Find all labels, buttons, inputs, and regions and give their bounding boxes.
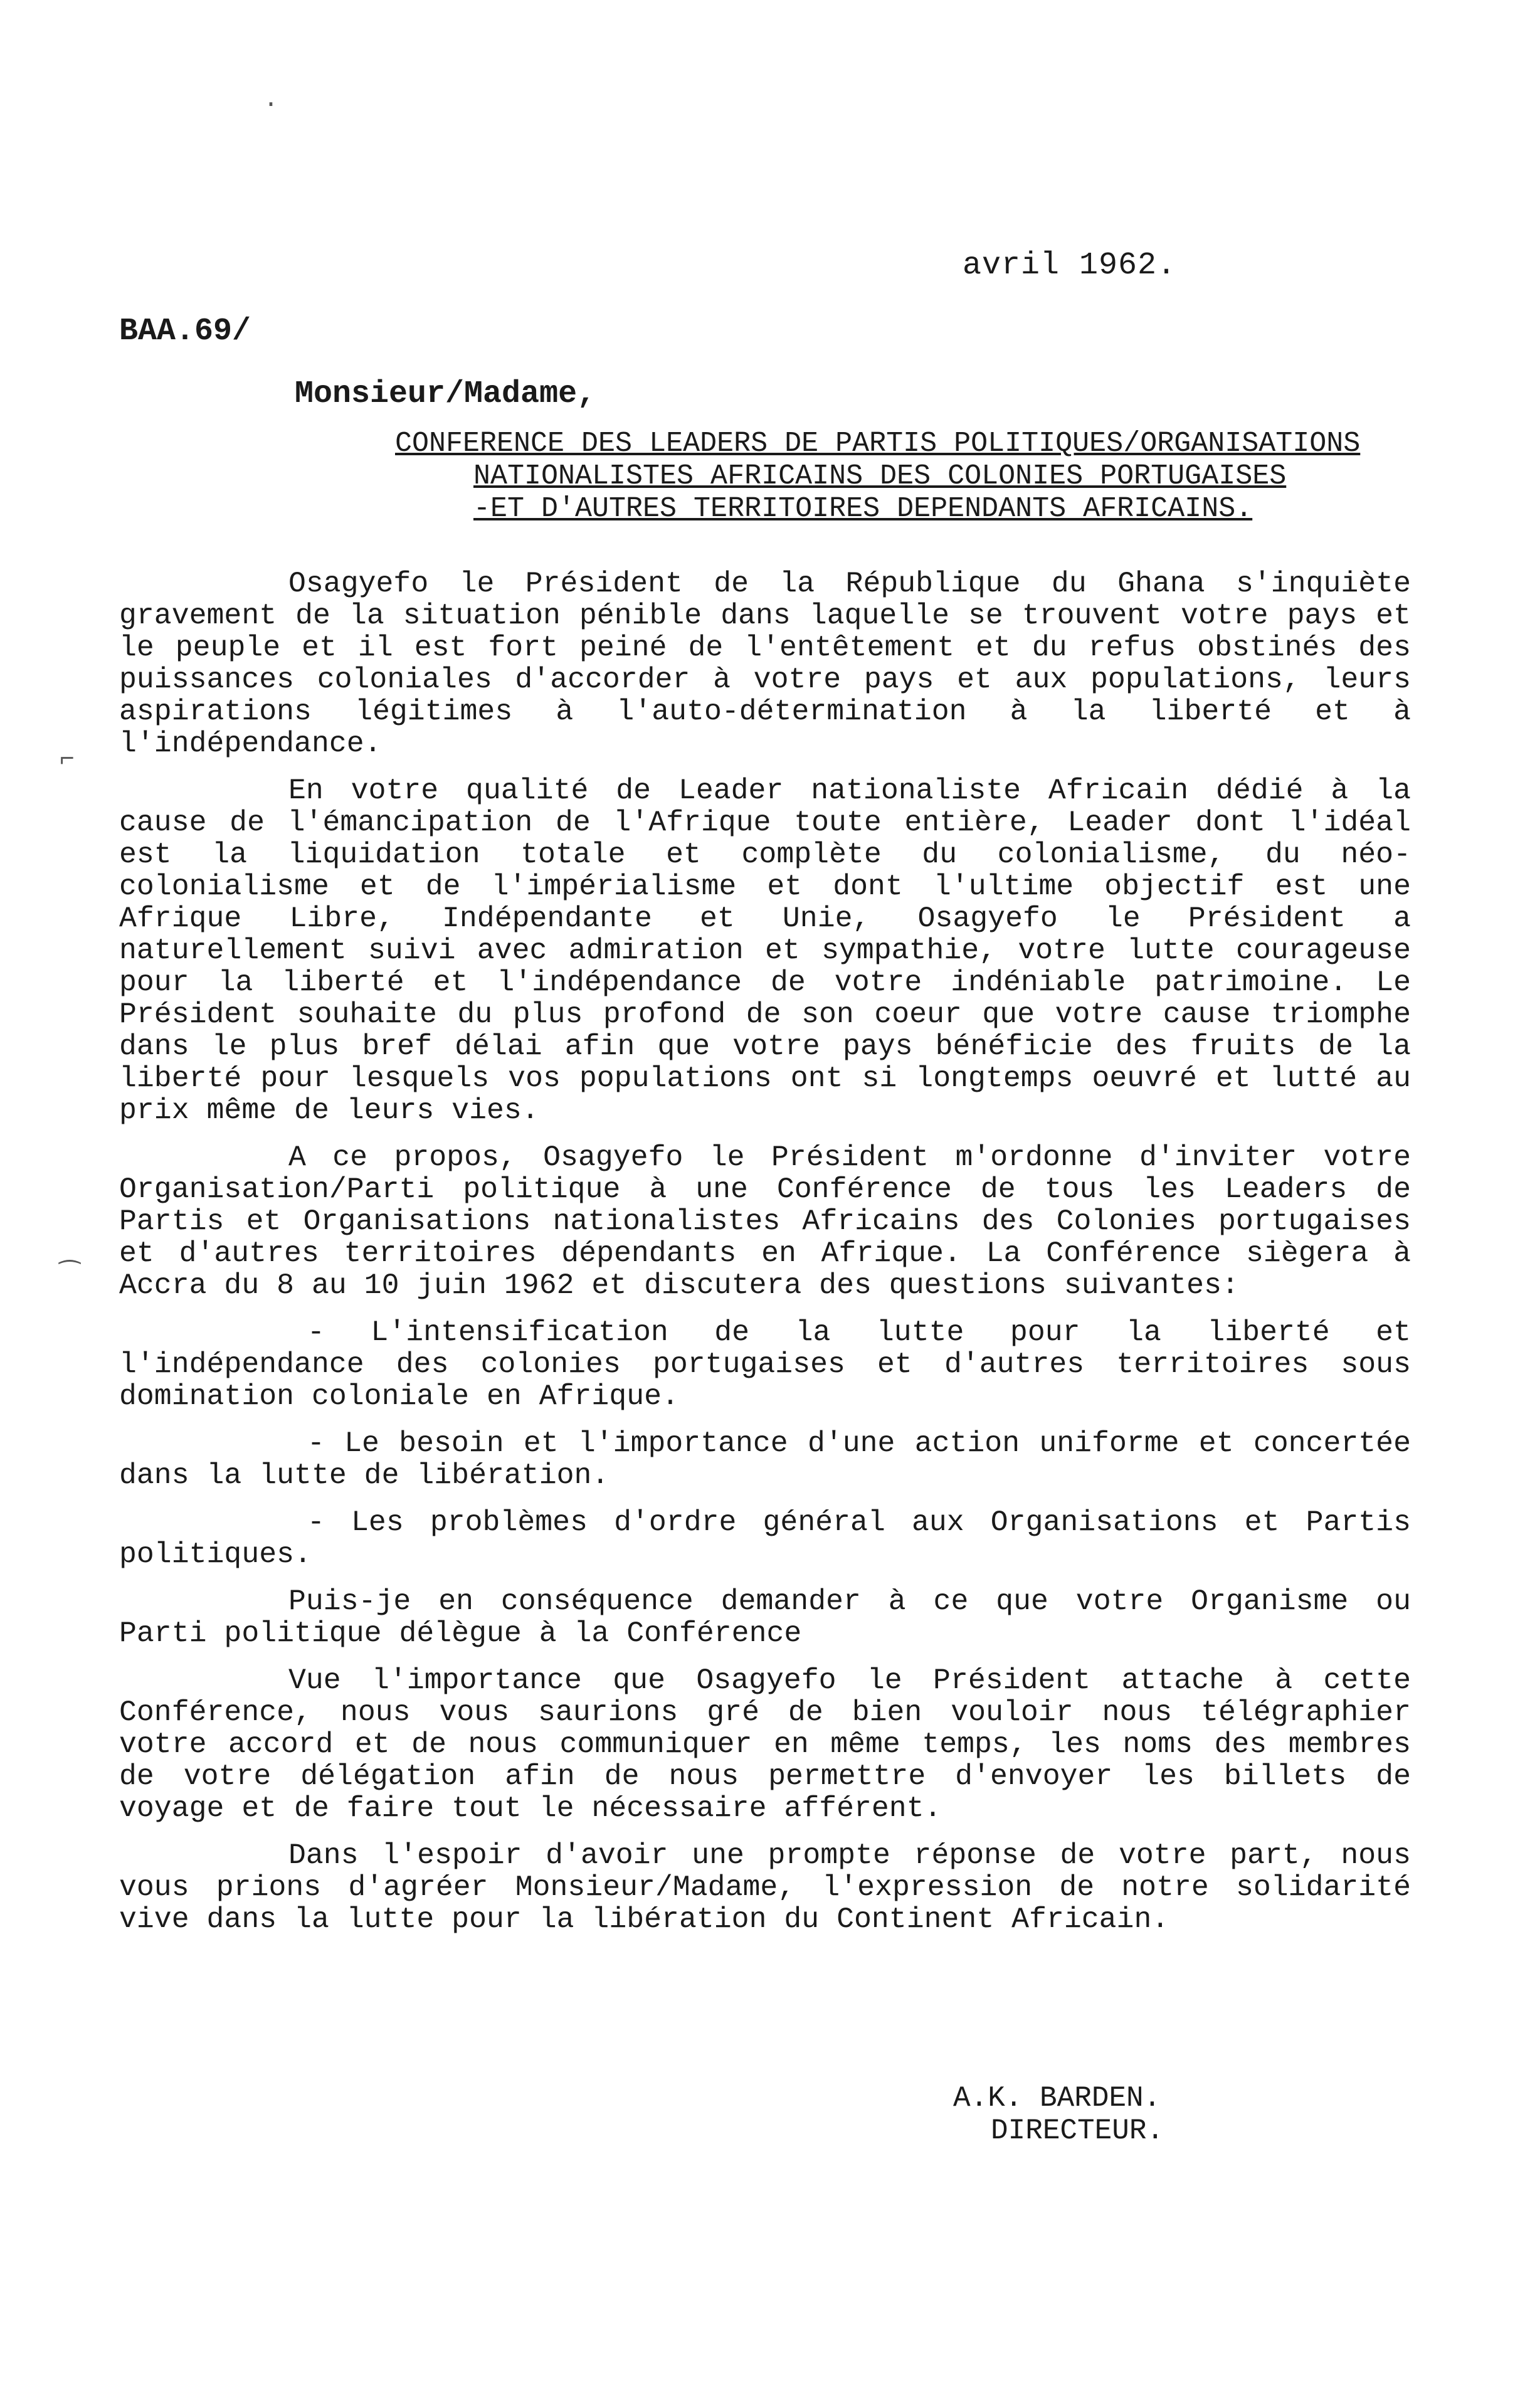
letter-date: avril 1962.	[963, 248, 1177, 283]
agenda-item: - L'intensification de la lutte pour la liberté et l'indépendance des colonies portugaises et d'autres territoires sous domination coloniale en Afrique.	[119, 1316, 1411, 1413]
subject-heading	[395, 428, 1499, 525]
subject-line: NATIONALISTES AFRICAINS DES COLONIES PORTUGAISES	[473, 460, 1287, 492]
agenda-item: - Les problèmes d'ordre général aux Organisations et Partis politiques.	[119, 1506, 1411, 1571]
signature-block	[953, 2082, 1164, 2147]
body-paragraph: A ce propos, Osagyefo le Président m'ordonne d'inviter votre Organisation/Parti politique à une Conférence de tous les Leaders de Partis et Organisations nationalistes Africains des Colonies portugaises et d'autres territoires dépendants en Afrique. La Conférence siègera à Accra du 8 au 10 juin 1962 et discutera des questions suivantes:	[119, 1141, 1411, 1302]
scan-mark: ·	[263, 91, 279, 119]
body-paragraph: Puis-je en conséquence demander à ce que votre Organisme ou Parti politique délègue à la Conférence	[119, 1585, 1411, 1650]
subject-line: CONFERENCE DES LEADERS DE PARTIS POLITIQUES/ORGANISATIONS	[395, 428, 1361, 460]
body-paragraph: Dans l'espoir d'avoir une prompte réponse de votre part, nous vous prions d'agréer Monsieur/Madame, l'expression de notre solidarité vive dans la lutte pour la libération du Continent Africain.	[119, 1839, 1411, 1936]
body-paragraph: En votre qualité de Leader nationaliste Africain dédié à la cause de l'émancipation de l'Afrique toute entière, Leader dont l'idéal est la liquidation totale et complète du colonialisme, du néo-colonialisme et de l'impérialisme et dont l'ultime objectif est une Afrique Libre, Indépendante et Unie, Osagyefo le Président a naturellement suivi avec admiration et sympathie, votre lutte courageuse pour la liberté et l'indépendance de votre indéniable patrimoine. Le Président souhaite du plus profond de son coeur que votre cause triomphe dans le plus bref délai afin que votre pays bénéficie des fruits de la liberté pour lesquels vos populations ont si longtemps oeuvré et lutté au prix même de leurs vies.	[119, 774, 1411, 1127]
salutation: Monsieur/Madame,	[295, 376, 596, 412]
signatory-name: A.K. BARDEN.	[953, 2082, 1161, 2115]
margin-mark-icon: ⁀	[60, 1263, 80, 1291]
body-paragraph: Osagyefo le Président de la République du Ghana s'inquiète gravement de la situation pénible dans laquelle se trouvent votre pays et le peuple et il est fort peiné de l'entêtement et du refus obstinés des puissances coloniales d'accorder à votre pays et aux populations, leurs aspirations légitimes à l'auto-détermination à la liberté et à l'indépendance.	[119, 567, 1411, 760]
agenda-item: - Le besoin et l'importance d'une action uniforme et concertée dans la lutte de libération.	[119, 1427, 1411, 1492]
letter-body	[119, 568, 1411, 1950]
margin-mark-icon: ⌐	[60, 746, 75, 774]
subject-line: -ET D'AUTRES TERRITOIRES DEPENDANTS AFRICAINS.	[473, 493, 1253, 525]
signatory-title: DIRECTEUR.	[991, 2115, 1164, 2147]
reference-number: BAA.69/	[119, 314, 251, 349]
body-paragraph: Vue l'importance que Osagyefo le Président attache à cette Conférence, nous vous saurions gré de bien vouloir nous télégraphier votre accord et de nous communiquer en même temps, les noms des membres de votre délégation afin de nous permettre d'envoyer les billets de voyage et de faire tout le nécessaire afférent.	[119, 1664, 1411, 1825]
